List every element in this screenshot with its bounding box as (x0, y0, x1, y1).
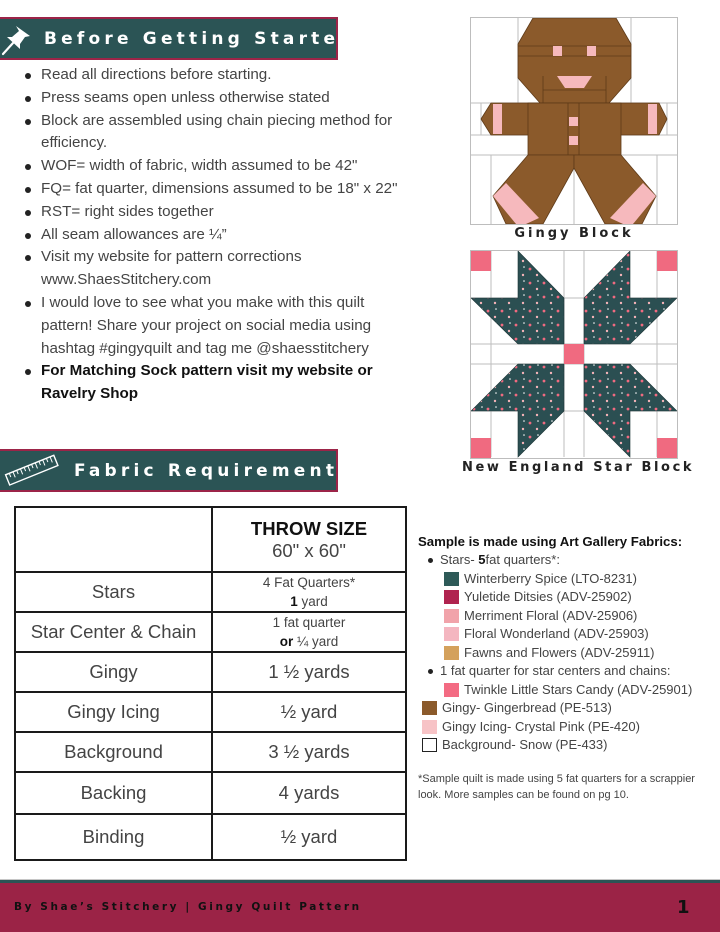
row-label: Gingy (15, 652, 212, 692)
row-label: Stars (15, 572, 212, 612)
page-footer (0, 883, 720, 932)
fabric-item (418, 736, 713, 755)
fabric-swatch-icon (444, 609, 459, 623)
row-value-line2: yard (297, 594, 328, 609)
row-value: 1 ½ yards (212, 652, 406, 692)
new-england-star-block-image (470, 250, 678, 459)
list-item: All seam allowances are ¼” (22, 224, 414, 247)
list-item-sock-pattern: For Matching Sock pattern visit my website or Ravelry Shop (22, 360, 414, 406)
fabric-swatch-icon (444, 572, 459, 586)
row-value-line1: 4 Fat Quarters* (262, 575, 356, 590)
fabric-swatch-icon (444, 590, 459, 604)
page-number: 1 (677, 897, 690, 918)
row-value-bold: 1 (290, 594, 298, 609)
fabric-name: Winterberry Spice (LTO-8231) (464, 570, 637, 586)
header-throw-size-cell (212, 507, 406, 572)
fabric-item (418, 625, 713, 644)
fabric-name: Floral Wonderland (ADV-25903) (464, 626, 649, 641)
before-getting-started-banner (0, 17, 356, 60)
row-value: ½ yard (212, 692, 406, 732)
fabric-item (418, 644, 713, 663)
pushpin-icon (0, 19, 34, 58)
fabric-swatch-icon (422, 720, 437, 734)
table-row (15, 814, 406, 860)
fabric-swatch-icon (444, 627, 459, 641)
throw-size-title: THROW SIZE (250, 517, 368, 539)
stars-prefix: Stars- (440, 552, 475, 567)
star-block-caption: New England Star Block (462, 460, 695, 475)
fabric-item (418, 681, 713, 700)
list-item: WOF= width of fabric, width assumed to be 42" (22, 155, 414, 178)
fabric-requirements-banner (0, 449, 353, 492)
row-label: Binding (15, 814, 212, 860)
fabric-requirements-table (14, 506, 407, 861)
centers-fabric-heading: 1 fat quarter for star centers and chains: (418, 662, 713, 681)
gingy-block-caption: Gingy Block (514, 226, 634, 241)
table-header-row (15, 507, 406, 572)
row-label: Gingy Icing (15, 692, 212, 732)
fabric-item (418, 588, 713, 607)
fabric-item (418, 607, 713, 626)
row-value-line2: ¼ yard (293, 634, 339, 649)
fabric-name: Fawns and Flowers (ADV-25911) (464, 644, 655, 660)
stars-fabric-heading (418, 551, 713, 570)
row-label: Background (15, 732, 212, 772)
fabric-swatch-icon (444, 683, 459, 697)
list-item: Block are assembled using chain piecing method for efficiency. (22, 110, 414, 156)
fabric-swatch-icon (444, 646, 459, 660)
list-item: FQ= fat quarter, dimensions assumed to be 18" x 22" (22, 178, 414, 201)
fabric-name: Gingy Icing- Crystal Pink (PE-420) (442, 718, 640, 734)
row-value (212, 612, 406, 652)
section-title: Fabric Requirements (74, 460, 353, 481)
table-row (15, 772, 406, 814)
instructions-list (22, 64, 414, 406)
row-value: 4 yards (212, 772, 406, 814)
section-title: Before Getting Started (44, 28, 356, 49)
row-value: 3 ½ yards (212, 732, 406, 772)
list-item: RST= right sides together (22, 201, 414, 224)
header-empty-cell (15, 507, 212, 572)
table-row (15, 692, 406, 732)
list-item: Visit my website for pattern corrections www.ShaesStitchery.com (22, 246, 414, 292)
fabric-name: Twinkle Little Stars Candy (ADV-25901) (464, 681, 693, 697)
fabric-name: Yuletide Ditsies (ADV-25902) (464, 589, 632, 604)
sample-title: Sample is made using Art Gallery Fabrics: (418, 534, 683, 549)
footer-credit: By Shae’s Stitchery | Gingy Quilt Pattern (14, 901, 362, 913)
table-row (15, 732, 406, 772)
fabric-item (418, 570, 713, 589)
fabric-swatch-icon (422, 701, 437, 715)
ruler-icon (0, 451, 62, 490)
fabric-swatch-icon (422, 738, 437, 752)
row-value (212, 572, 406, 612)
table-row (15, 612, 406, 652)
fabric-name: Background- Snow (PE-433) (442, 737, 608, 752)
fabric-item (418, 699, 713, 718)
fabric-item (418, 718, 713, 737)
row-value-bold: or (279, 634, 294, 649)
row-label: Star Center & Chain (15, 612, 212, 652)
stars-count: 5 (478, 552, 486, 567)
table-row (15, 652, 406, 692)
fabric-name: Merriment Floral (ADV-25906) (464, 607, 638, 623)
list-item: Press seams open unless otherwise stated (22, 87, 414, 110)
table-row (15, 572, 406, 612)
list-item: I would love to see what you make with this quilt pattern! Share your project on social media using hashtag #gingyquilt and tag me @shaesstitchery (22, 292, 414, 360)
sample-fabrics-panel (418, 534, 713, 804)
row-label: Backing (15, 772, 212, 814)
throw-size-dimensions: 60" x 60" (272, 539, 346, 561)
sample-footnote: *Sample quilt is made using 5 fat quarters for a scrappier look. More samples can be found on pg 10. (418, 772, 695, 801)
gingy-block-image (470, 17, 678, 225)
row-value: ½ yard (212, 814, 406, 860)
list-item: Read all directions before starting. (22, 64, 414, 87)
fabric-name: Gingy- Gingerbread (PE-513) (442, 700, 612, 715)
stars-suffix: fat quarters*: (485, 552, 560, 567)
row-value-line1: 1 fat quarter (272, 615, 346, 630)
